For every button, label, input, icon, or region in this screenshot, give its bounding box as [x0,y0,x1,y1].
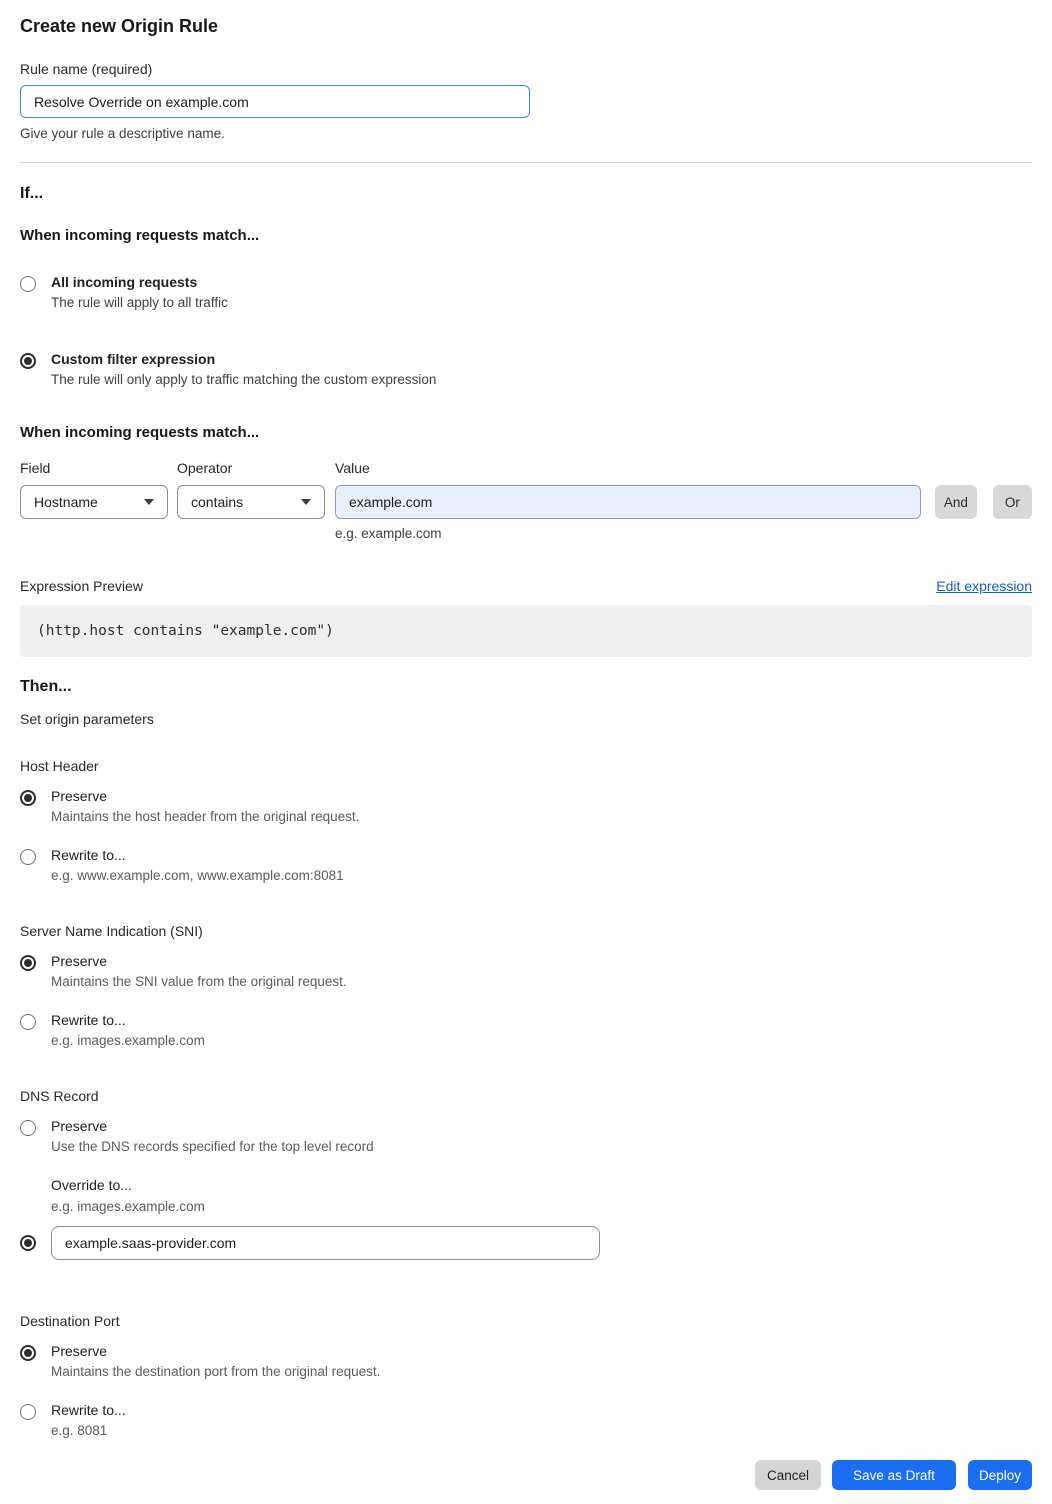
radio-option-dns-preserve[interactable] [20,1118,1032,1154]
radio-option-label: Custom filter expression [51,351,216,367]
dns-override-label: Override to... [51,1177,132,1193]
radio-option-all-incoming[interactable] [20,274,1032,310]
dns-override-row [20,1226,1032,1260]
expression-preview-box [20,605,1032,657]
radio-host-preserve[interactable] [20,790,36,806]
host-header-label: Host Header [20,758,99,774]
radio-option-sni-rewrite[interactable] [20,1012,1032,1048]
operator-select-value: contains [191,494,244,510]
chevron-down-icon [301,499,311,505]
radio-option-label: Preserve [51,788,108,804]
radio-option-label: Preserve [51,1118,108,1134]
radio-option-description: e.g. 8081 [51,1423,108,1438]
cancel-button[interactable]: Cancel [755,1460,821,1490]
deploy-button[interactable]: Deploy [968,1460,1032,1490]
expression-builder-row [20,460,1032,519]
radio-option-label: Rewrite to... [51,847,126,863]
dns-override-input[interactable] [51,1226,600,1260]
radio-option-label: All incoming requests [51,274,198,290]
field-select[interactable] [20,485,168,519]
expression-preview-label: Expression Preview [20,578,143,594]
radio-option-description: e.g. images.example.com [51,1033,205,1048]
radio-option-label: Rewrite to... [51,1012,126,1028]
radio-option-description: The rule will apply to all traffic [51,295,228,310]
then-subheading: Set origin parameters [20,711,154,727]
expression-code: (http.host contains "example.com") [37,623,334,639]
rule-name-helper: Give your rule a descriptive name. [20,126,225,141]
radio-option-host-preserve[interactable] [20,788,1032,824]
field-label: Field [20,460,51,476]
destination-port-label: Destination Port [20,1313,120,1329]
radio-port-rewrite[interactable] [20,1404,36,1420]
footer-actions [20,1438,1032,1504]
and-button[interactable]: And [935,485,977,519]
radio-dns-preserve[interactable] [20,1120,36,1136]
dns-override-block [51,1177,1032,1260]
radio-option-label: Preserve [51,1343,108,1359]
expression-preview-header [20,578,1032,594]
radio-all-incoming[interactable] [20,276,36,292]
rule-name-input[interactable] [20,85,530,118]
radio-option-host-rewrite[interactable] [20,847,1032,883]
page-title: Create new Origin Rule [20,16,219,36]
radio-option-description: Maintains the host header from the original request. [51,809,360,824]
then-heading: Then... [20,678,72,695]
section-divider [20,162,1032,163]
value-input[interactable] [335,485,921,519]
dns-record-label: DNS Record [20,1088,99,1104]
radio-sni-rewrite[interactable] [20,1014,36,1030]
chevron-down-icon [144,499,154,505]
radio-option-description: Maintains the destination port from the original request. [51,1364,381,1379]
dns-override-helper: e.g. images.example.com [51,1199,205,1214]
rule-name-label: Rule name (required) [20,61,153,77]
radio-option-description: Use the DNS records specified for the top level record [51,1139,374,1154]
builder-heading: When incoming requests match... [20,424,260,441]
field-select-value: Hostname [34,494,98,510]
radio-port-preserve[interactable] [20,1345,36,1361]
radio-sni-preserve[interactable] [20,955,36,971]
radio-option-sni-preserve[interactable] [20,953,1032,989]
radio-host-rewrite[interactable] [20,849,36,865]
radio-dns-override[interactable] [20,1235,36,1251]
operator-label: Operator [177,460,233,476]
radio-option-custom-filter[interactable] [20,351,1032,387]
if-match-heading: When incoming requests match... [20,227,260,244]
radio-option-label: Preserve [51,953,108,969]
radio-option-description: e.g. www.example.com, www.example.com:8081 [51,868,344,883]
save-as-draft-button[interactable]: Save as Draft [832,1460,956,1490]
value-label: Value [335,460,370,476]
radio-option-port-preserve[interactable] [20,1343,1032,1379]
or-button[interactable]: Or [993,485,1032,519]
radio-option-description: The rule will only apply to traffic matching the custom expression [51,372,437,387]
if-heading: If... [20,185,44,202]
edit-expression-link[interactable]: Edit expression [936,578,1032,594]
value-helper: e.g. example.com [335,526,442,541]
radio-custom-filter[interactable] [20,353,36,369]
sni-label: Server Name Indication (SNI) [20,923,203,939]
radio-option-port-rewrite[interactable] [20,1402,1032,1438]
radio-option-label: Rewrite to... [51,1402,126,1418]
radio-option-description: Maintains the SNI value from the original request. [51,974,347,989]
operator-select[interactable] [177,485,325,519]
